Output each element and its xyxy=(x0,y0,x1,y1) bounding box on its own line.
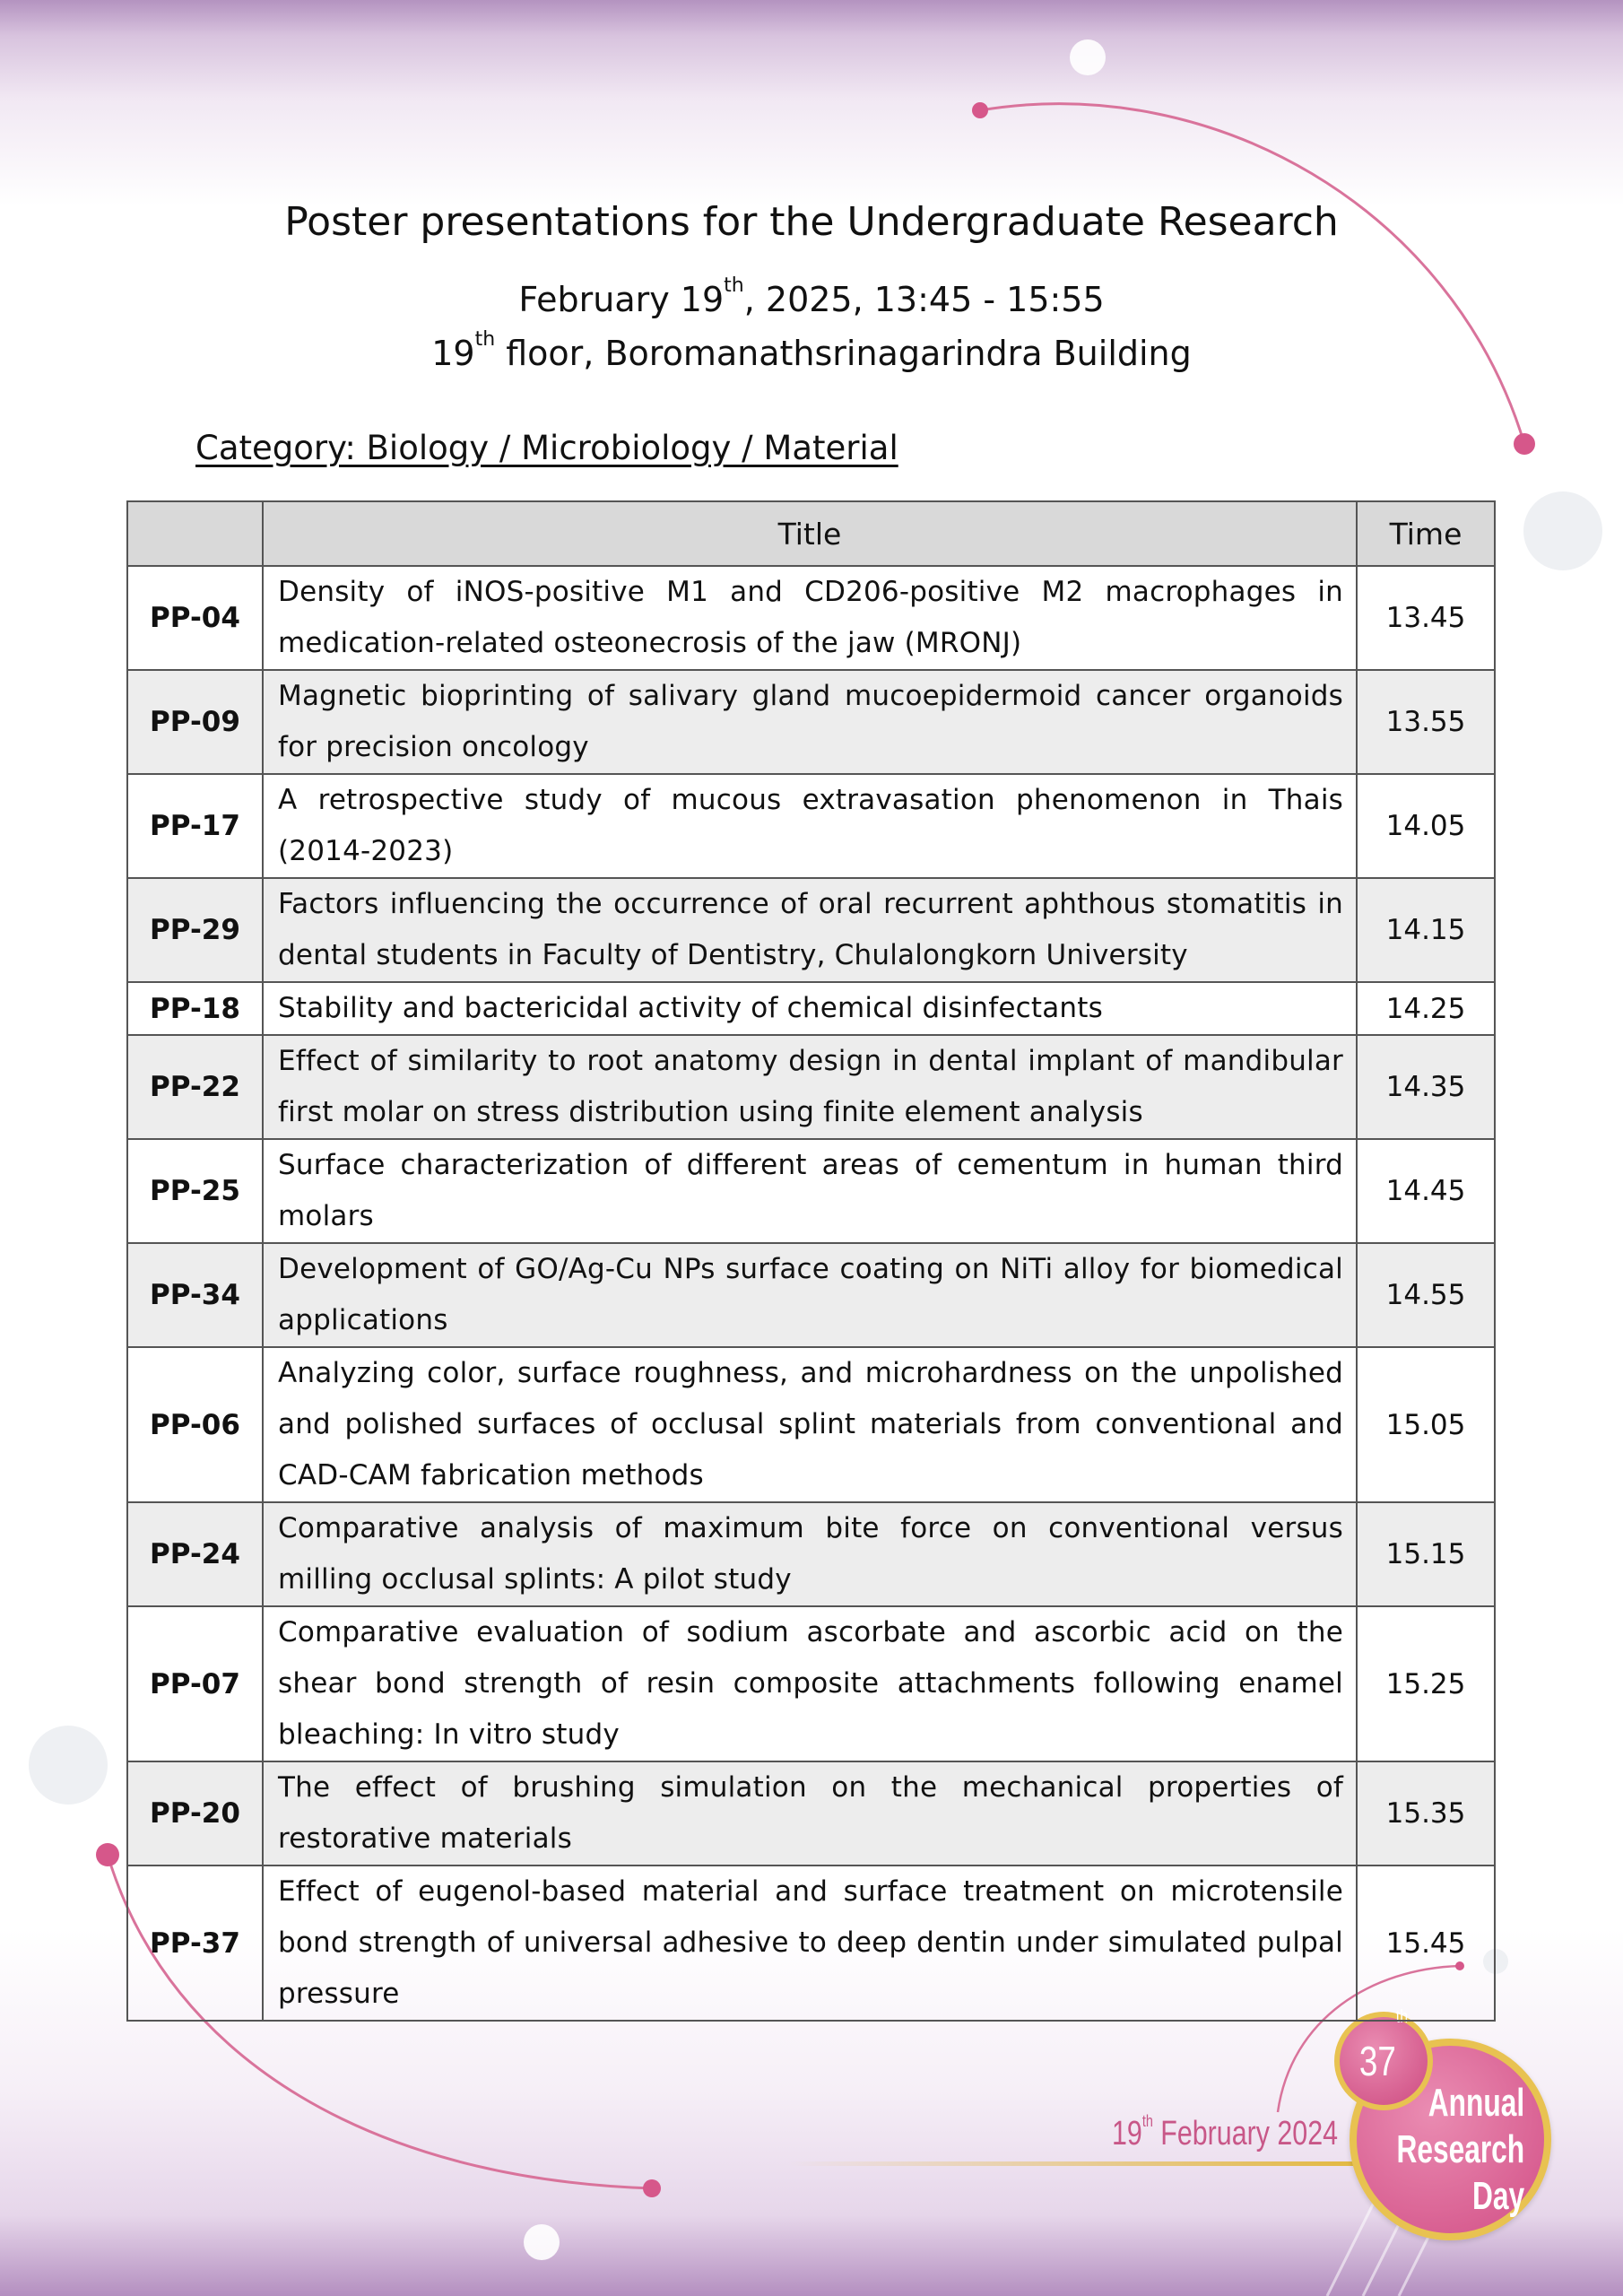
page-title: Poster presentations for the Undergraduate Research xyxy=(284,199,1339,245)
halo-circle xyxy=(1070,39,1106,75)
badge-title: Annual Research Day xyxy=(1396,2081,1524,2218)
poster-code: PP-06 xyxy=(127,1347,263,1502)
poster-title: Factors influencing the occurrence of oral recurrent aphthous stomatitis in dental students in Faculty of Dentistry, Chulalongkorn University xyxy=(263,878,1357,982)
column-header-title: Title xyxy=(263,501,1357,566)
poster-title: Comparative analysis of maximum bite force on conventional versus milling occlusal splints: A pilot study xyxy=(263,1502,1357,1606)
poster-code: PP-07 xyxy=(127,1606,263,1761)
event-date: February 19th, 2025, 13:45 - 15:55 xyxy=(518,274,1105,319)
poster-code: PP-09 xyxy=(127,670,263,774)
poster-title: Analyzing color, surface roughness, and microhardness on the unpolished and polished surfaces of occlusal splint materials from conventional and CAD-CAM fabrication methods xyxy=(263,1347,1357,1502)
poster-title: Magnetic bioprinting of salivary gland mucoepidermoid cancer organoids for precision oncology xyxy=(263,670,1357,774)
halo-circle xyxy=(524,2224,560,2260)
poster-code: PP-29 xyxy=(127,878,263,982)
category-heading: Category: Biology / Microbiology / Material xyxy=(195,429,898,467)
poster-title: Effect of similarity to root anatomy design in dental implant of mandibular first molar on stress distribution using finite element analysis xyxy=(263,1035,1357,1139)
table-row xyxy=(127,1243,1495,1347)
poster-schedule-table xyxy=(126,500,1496,2022)
table-row xyxy=(127,1502,1495,1606)
poster-time: 14.25 xyxy=(1357,982,1495,1035)
poster-code: PP-18 xyxy=(127,982,263,1035)
arc-dot xyxy=(96,1843,119,1866)
poster-time: 14.45 xyxy=(1357,1139,1495,1243)
poster-code: PP-04 xyxy=(127,566,263,670)
poster-time: 15.15 xyxy=(1357,1502,1495,1606)
poster-code: PP-25 xyxy=(127,1139,263,1243)
table-row xyxy=(127,1866,1495,2021)
poster-time: 14.35 xyxy=(1357,1035,1495,1139)
poster-code: PP-24 xyxy=(127,1502,263,1606)
poster-time: 14.05 xyxy=(1357,774,1495,878)
poster-time: 15.25 xyxy=(1357,1606,1495,1761)
poster-time: 15.05 xyxy=(1357,1347,1495,1502)
poster-time: 13.55 xyxy=(1357,670,1495,774)
poster-code: PP-34 xyxy=(127,1243,263,1347)
table-row xyxy=(127,774,1495,878)
poster-title: Development of GO/Ag-Cu NPs surface coating on NiTi alloy for biomedical applications xyxy=(263,1243,1357,1347)
poster-code: PP-20 xyxy=(127,1761,263,1866)
badge-small xyxy=(1334,2007,1433,2110)
poster-title: The effect of brushing simulation on the mechanical properties of restorative materials xyxy=(263,1761,1357,1866)
halo-circle xyxy=(1523,491,1602,570)
event-venue: 19th floor, Boromanathsrinagarindra Building xyxy=(431,328,1192,373)
arc-dot xyxy=(1514,433,1535,455)
arc-dot xyxy=(972,102,988,118)
poster-title: Effect of eugenol-based material and surface treatment on microtensile bond strength of universal adhesive to deep dentin under simulated pulpal pressure xyxy=(263,1866,1357,2021)
logo-date: 19th February 2024 xyxy=(1112,2112,1339,2152)
table-row xyxy=(127,566,1495,670)
poster-title: Comparative evaluation of sodium ascorbate and ascorbic acid on the shear bond strength of resin composite attachments following enamel bleaching: In vitro study xyxy=(263,1606,1357,1761)
poster-time: 14.15 xyxy=(1357,878,1495,982)
poster-time: 13.45 xyxy=(1357,566,1495,670)
poster-code: PP-22 xyxy=(127,1035,263,1139)
poster-title: Stability and bactericidal activity of chemical disinfectants xyxy=(263,982,1357,1035)
table-row xyxy=(127,878,1495,982)
poster-time: 14.55 xyxy=(1357,1243,1495,1347)
poster-code: PP-37 xyxy=(127,1866,263,2021)
table-row xyxy=(127,1347,1495,1502)
table-row xyxy=(127,1761,1495,1866)
poster-title: A retrospective study of mucous extravasation phenomenon in Thais (2014-2023) xyxy=(263,774,1357,878)
poster-title: Density of iNOS-positive M1 and CD206-positive M2 macrophages in medication-related osteonecrosis of the jaw (MRONJ) xyxy=(263,566,1357,670)
table-row xyxy=(127,1035,1495,1139)
badge-number: 37th xyxy=(1358,2007,1409,2084)
table-row xyxy=(127,1606,1495,1761)
poster-title: Surface characterization of different areas of cementum in human third molars xyxy=(263,1139,1357,1243)
poster-code: PP-17 xyxy=(127,774,263,878)
poster-time: 15.45 xyxy=(1357,1866,1495,2021)
arc-dot xyxy=(643,2179,661,2197)
column-header-code xyxy=(127,501,263,566)
table-header-row xyxy=(127,501,1495,566)
event-logo xyxy=(1112,2007,1578,2276)
top-arc xyxy=(980,104,1524,444)
table-row xyxy=(127,670,1495,774)
table-row xyxy=(127,982,1495,1035)
column-header-time: Time xyxy=(1357,501,1495,566)
poster-time: 15.35 xyxy=(1357,1761,1495,1866)
halo-circle xyxy=(29,1726,108,1805)
table-row xyxy=(127,1139,1495,1243)
